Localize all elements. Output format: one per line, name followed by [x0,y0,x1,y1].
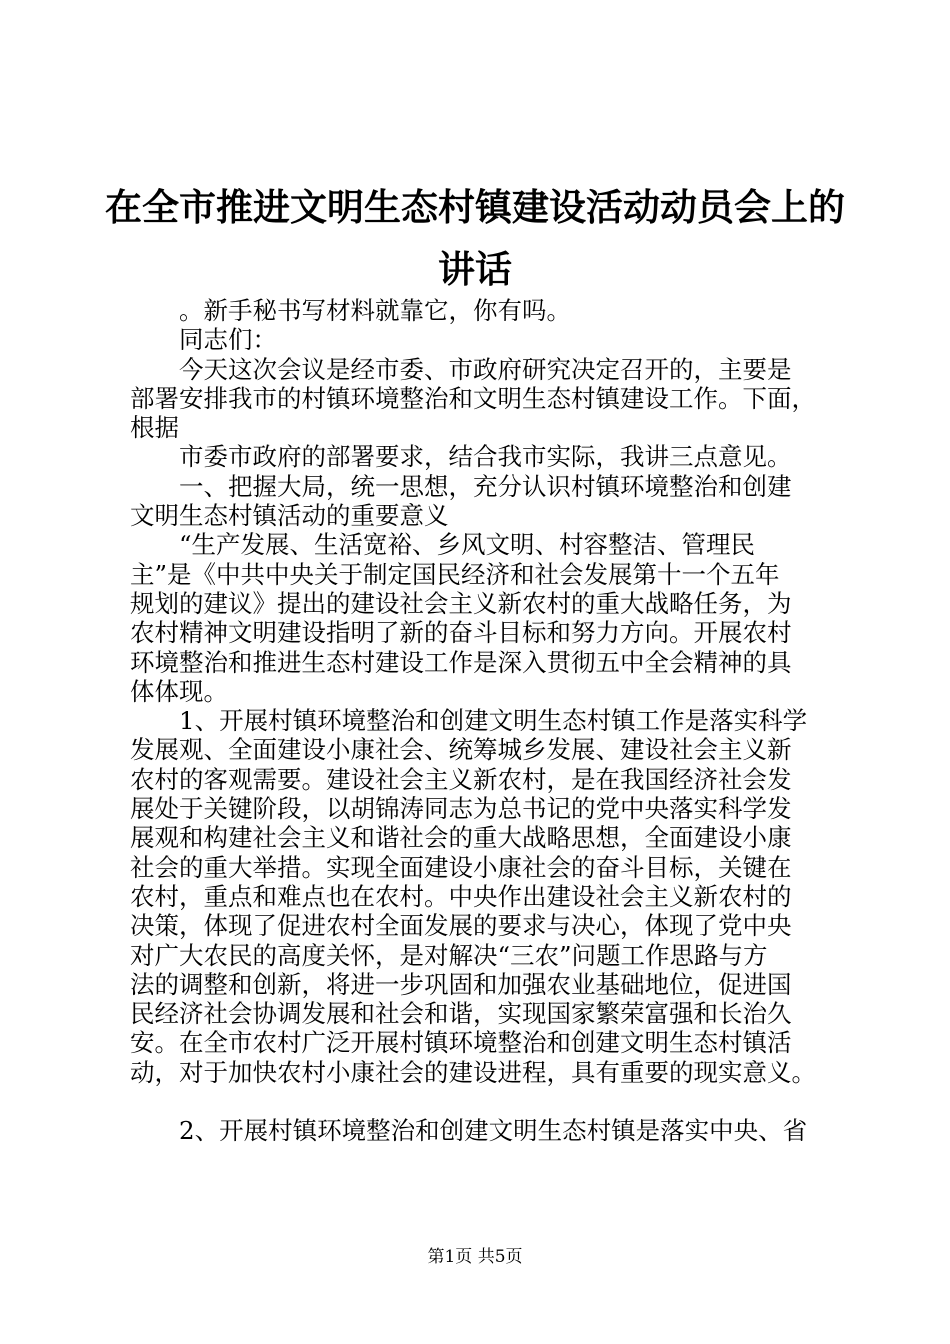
body-line: “生产发展、生活宽裕、乡风文明、村容整洁、管理民 [179,530,756,560]
body-line: 对广大农民的高度关怀，是对解决“三农”问题工作思路与方 [130,940,768,970]
body-line: 展处于关键阶段，以胡锦涛同志为总书记的党中央落实科学发 [130,794,792,824]
body-line: 2、开展村镇环境整治和创建文明生态村镇是落实中央、省 [179,1116,808,1146]
body-line: 决策，体现了促进农村全面发展的要求与决心，体现了党中央 [130,911,792,941]
body-line: 安。在全市农村广泛开展村镇环境整治和创建文明生态村镇活 [130,1028,792,1058]
body-line: 农村，重点和难点也在农村。中央作出建设社会主义新农村的 [130,881,792,911]
body-line: 动，对于加快农村小康社会的建设进程，具有重要的现实意义。 [130,1057,816,1087]
body-line: 今天这次会议是经市委、市政府研究决定召开的，主要是 [179,354,792,384]
body-line: 规划的建议》提出的建设社会主义新农村的重大战略任务，为 [130,588,792,618]
body-line: 体体现。 [130,676,228,706]
body-line: 文明生态村镇活动的重要意义 [130,501,449,531]
body-line: 展观和构建社会主义和谐社会的重大战略思想，全面建设小康 [130,823,792,853]
body-line: 农村的客观需要。建设社会主义新农村，是在我国经济社会发 [130,764,792,794]
page-footer: 第1页 共5页 [427,1247,523,1267]
body-line: 同志们： [179,325,277,355]
document-title-line-2: 讲话 [438,248,512,291]
body-line: 主”是《中共中央关于制定国民经济和社会发展第十一个五年 [130,559,780,589]
body-line: 环境整治和推进生态村建设工作是深入贯彻五中全会精神的具 [130,647,792,677]
body-line: 一、把握大局，统一思想，充分认识村镇环境整治和创建 [179,471,792,501]
document-body [130,296,830,1145]
body-line: 1、开展村镇环境整治和创建文明生态村镇工作是落实科学 [179,706,808,736]
body-line: 发展观、全面建设小康社会、统筹城乡发展、建设社会主义新 [130,735,792,765]
body-line: 社会的重大举措。实现全面建设小康社会的奋斗目标，关键在 [130,852,792,882]
body-line: 部署安排我市的村镇环境整治和文明生态村镇建设工作。下面， [130,383,816,413]
body-line: 。新手秘书写材料就靠它，你有吗。 [179,296,571,325]
body-line: 农村精神文明建设指明了新的奋斗目标和努力方向。开展农村 [130,618,792,648]
body-line: 市委市政府的部署要求，结合我市实际，我讲三点意见。 [179,442,792,472]
body-line: 民经济社会协调发展和社会和谐，实现国家繁荣富强和长治久 [130,999,792,1029]
document-title-line-1: 在全市推进文明生态村镇建设活动动员会上的 [105,186,845,229]
body-line: 法的调整和创新，将进一步巩固和加强农业基础地位，促进国 [130,969,792,999]
body-line: 根据 [130,413,179,443]
